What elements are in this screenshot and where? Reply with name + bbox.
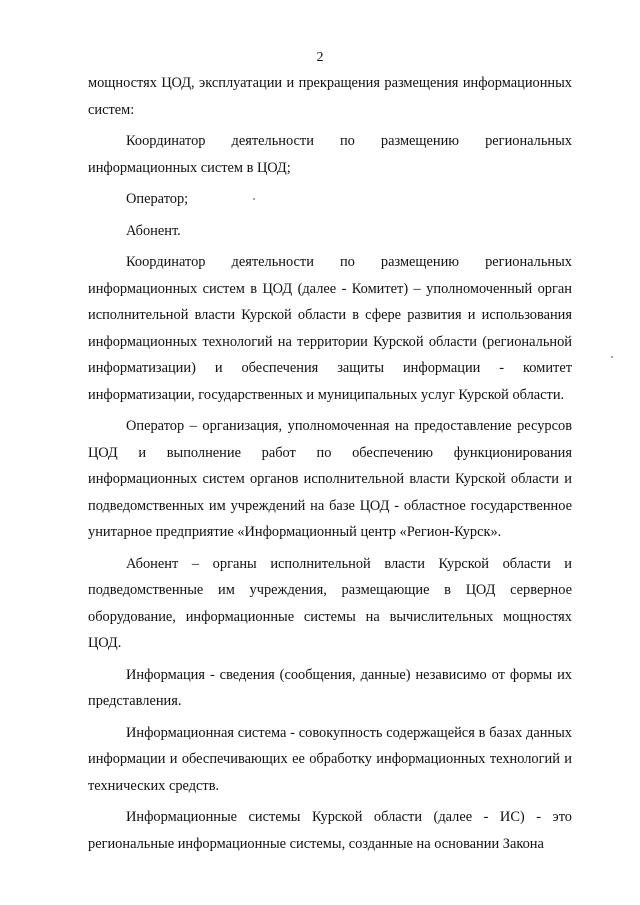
paragraph-subscriber-item: Абонент. (126, 222, 181, 239)
document-body (88, 70, 572, 862)
scan-speck (611, 356, 613, 358)
paragraph-continuation: мощностях ЦОД, эксплуатации и прекращения размещения информационных систем: (88, 75, 572, 118)
paragraph-regional-is-definition: Информационные системы Курской области (далее - ИС) - это региональные информационные системы, созданные на основании Закона (88, 809, 572, 852)
paragraph-coordinator-definition: Координатор деятельности по размещению региональных информационных систем в ЦОД (далее - Комитет) – уполномоченный орган исполнительной власти Курской области в сфере развития и использования информационных технологий на территории Курской области (региональной информатизации) и обеспечения защиты информации - комитет информатизации, государственных и муниципальных услуг Курской области. (88, 254, 572, 403)
page-number: 2 (316, 50, 324, 65)
paragraph-coordinator-item: Координатор деятельности по размещению региональных информационных систем в ЦОД; (88, 133, 572, 176)
paragraph-information-system-definition: Информационная система - совокупность содержащейся в базах данных информации и обеспечивающих ее обработку информационных технологий и технических средств. (88, 724, 572, 794)
paragraph-subscriber-definition: Абонент – органы исполнительной власти Курской области и подведомственные им учреждения, размещающие в ЦОД серверное оборудование, информационные системы на вычислительных мощностях ЦОД. (88, 555, 572, 651)
scan-speck (253, 198, 255, 200)
paragraph-operator-item: Оператор; (126, 191, 189, 207)
paragraph-operator-definition: Оператор – организация, уполномоченная на предоставление ресурсов ЦОД и выполнение работ по обеспечению функционирования информационных систем органов исполнительной власти Курской области и подведомственных им учреждений на базе ЦОД - областное государственное унитарное предприятие «Информационный центр «Регион-Курск». (88, 418, 572, 540)
paragraph-information-definition: Информация - сведения (сообщения, данные) независимо от формы их представления. (88, 666, 572, 709)
